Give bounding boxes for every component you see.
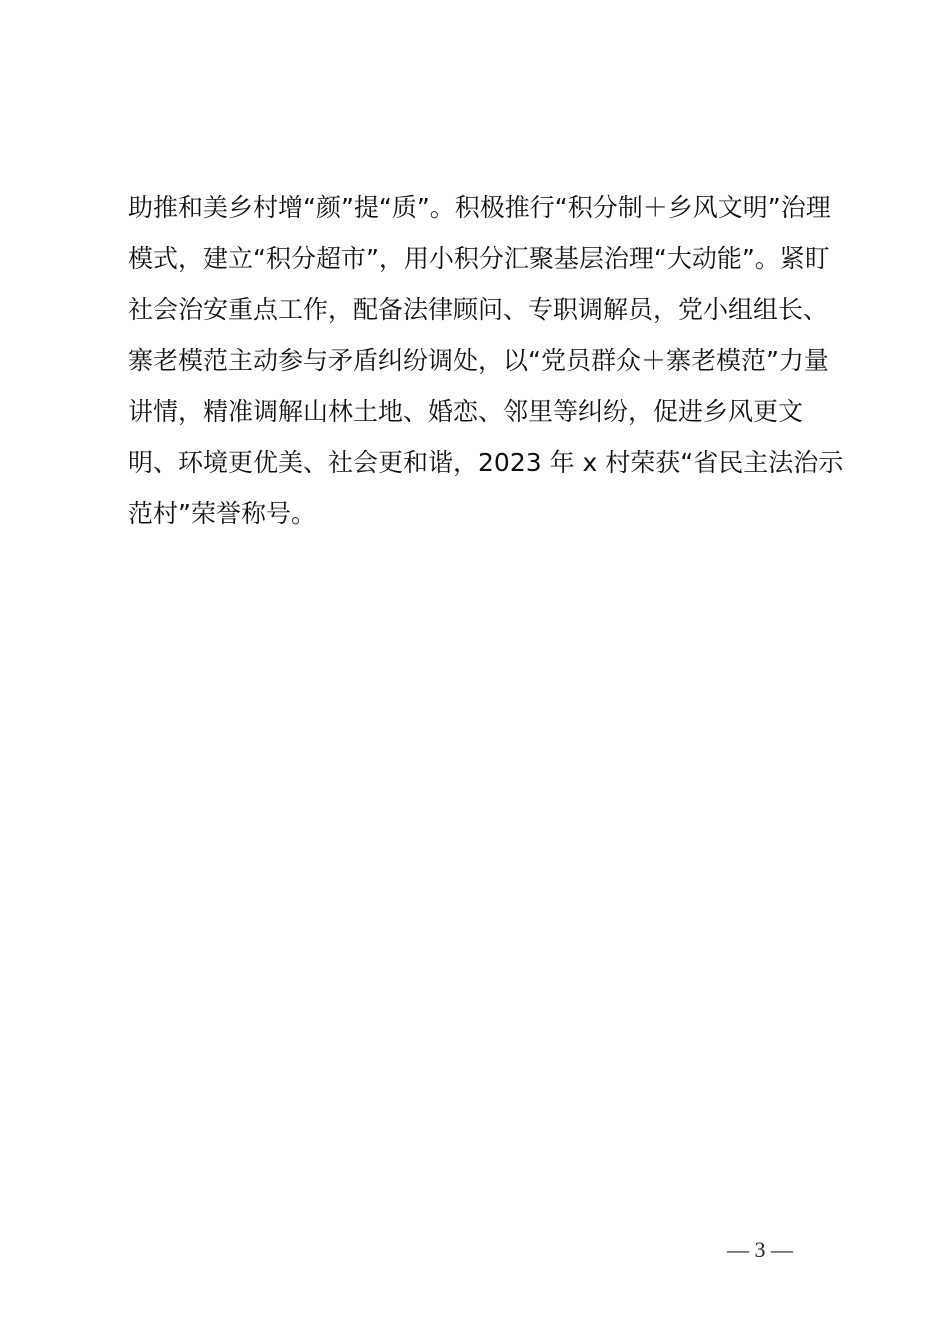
paragraph-line-4: 寨老模范主动参与矛盾纠纷调处，以“党员群众＋寨老模范”力量: [128, 346, 829, 375]
body-paragraph: [128, 182, 848, 539]
page-number: — 3 —: [727, 1237, 793, 1262]
paragraph-line-7: 范村”荣誉称号。: [128, 499, 316, 528]
paragraph-line-2: 模式，建立“积分超市”，用小积分汇聚基层治理“大动能”。紧盯: [128, 244, 830, 273]
paragraph-line-3: 社会治安重点工作，配备法律顾问、专职调解员，党小组组长、: [128, 295, 829, 324]
paragraph-line-1: 助推和美乡村增“颜”提“质”。积极推行“积分制＋乡风文明”治理: [128, 193, 831, 222]
paragraph-line-6: 明、环境更优美、社会更和谐，2023 年 x 村荣获“省民主法治示: [128, 448, 844, 477]
paragraph-line-5: 讲情，精准调解山林土地、婚恋、邻里等纠纷，促进乡风更文: [128, 397, 804, 426]
